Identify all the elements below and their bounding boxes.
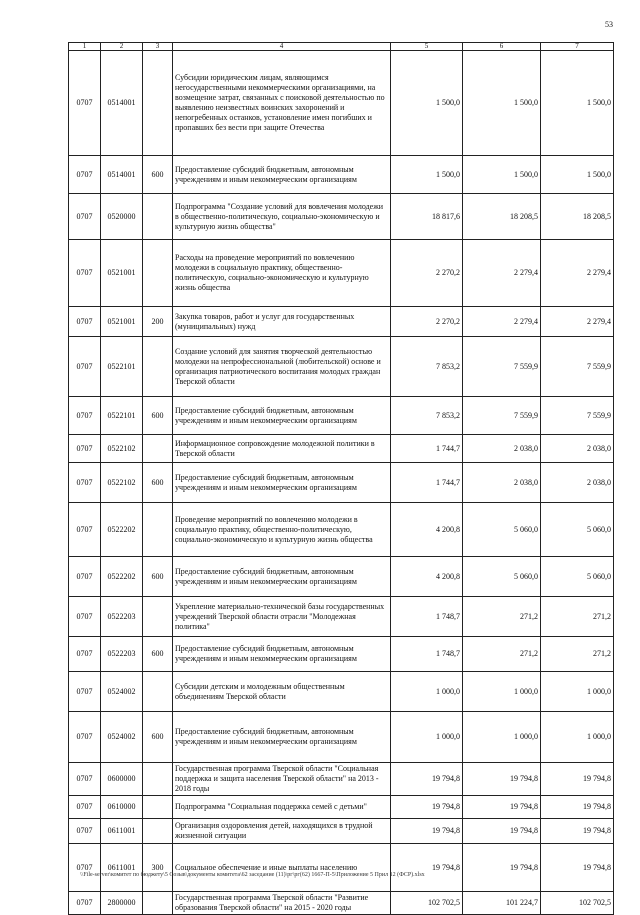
expense-type-cell xyxy=(143,435,173,463)
amount-2017-cell: 19 794,8 xyxy=(541,844,614,892)
amount-2017-cell: 18 208,5 xyxy=(541,194,614,240)
footer-file-path: \\File-server\комитет по бюджету\5 Созыв\документы комитета\62 заседание (11)\рг\рг(62) 1667-П-5\Приложение 5 Прил 12 (ФСР).xlsx xyxy=(80,872,425,878)
amount-2016-cell: 2 279,4 xyxy=(463,240,541,307)
expense-type-cell: 600 xyxy=(143,557,173,597)
amount-2016-cell: 7 559,9 xyxy=(463,397,541,435)
target-code-cell: 0524002 xyxy=(101,712,143,763)
target-code-cell: 0514001 xyxy=(101,156,143,194)
table-row xyxy=(69,307,614,337)
description-cell: Предоставление субсидий бюджетным, автономным учреждениям и иным некоммерческим организациям xyxy=(173,637,391,672)
target-code-cell: 0522203 xyxy=(101,597,143,637)
table-row xyxy=(69,844,614,892)
description-cell: Проведение мероприятий по вовлечению молодежи в социальную практику, общественно-политическую, социально-экономическую и культурную жизнь общества xyxy=(173,503,391,557)
expense-type-cell: 300 xyxy=(143,844,173,892)
amount-2015-cell: 2 270,2 xyxy=(391,307,463,337)
description-cell: Организация оздоровления детей, находящихся в трудной жизненной ситуации xyxy=(173,819,391,844)
amount-2017-cell: 1 500,0 xyxy=(541,51,614,156)
amount-2016-cell: 271,2 xyxy=(463,637,541,672)
description-cell: Предоставление субсидий бюджетным, автономным учреждениям и иным некоммерческим организациям xyxy=(173,397,391,435)
section-cell: 0707 xyxy=(69,337,101,397)
amount-2016-cell: 1 000,0 xyxy=(463,712,541,763)
amount-2017-cell: 19 794,8 xyxy=(541,796,614,819)
page-number: 53 xyxy=(605,20,613,29)
amount-2015-cell: 1 748,7 xyxy=(391,597,463,637)
expense-type-cell xyxy=(143,240,173,307)
target-code-cell: 0522102 xyxy=(101,435,143,463)
amount-2017-cell: 5 060,0 xyxy=(541,503,614,557)
amount-2015-cell: 7 853,2 xyxy=(391,337,463,397)
amount-2016-cell: 19 794,8 xyxy=(463,819,541,844)
section-cell: 0707 xyxy=(69,240,101,307)
amount-2015-cell: 18 817,6 xyxy=(391,194,463,240)
table-row xyxy=(69,672,614,712)
amount-2016-cell: 19 794,8 xyxy=(463,796,541,819)
section-cell: 0707 xyxy=(69,597,101,637)
expense-type-cell xyxy=(143,597,173,637)
amount-2016-cell: 1 500,0 xyxy=(463,156,541,194)
amount-2016-cell: 101 224,7 xyxy=(463,892,541,915)
expense-type-cell xyxy=(143,796,173,819)
target-code-cell: 2800000 xyxy=(101,892,143,915)
amount-2015-cell: 19 794,8 xyxy=(391,819,463,844)
description-cell: Подпрограмма "Социальная поддержка семей с детьми" xyxy=(173,796,391,819)
amount-2016-cell: 2 279,4 xyxy=(463,307,541,337)
budget-table xyxy=(68,42,614,915)
amount-2016-cell: 2 038,0 xyxy=(463,435,541,463)
column-header: 6 xyxy=(463,43,541,51)
amount-2016-cell: 5 060,0 xyxy=(463,503,541,557)
amount-2016-cell: 1 500,0 xyxy=(463,51,541,156)
amount-2015-cell: 7 853,2 xyxy=(391,397,463,435)
section-cell: 0707 xyxy=(69,435,101,463)
table-row xyxy=(69,51,614,156)
amount-2017-cell: 7 559,9 xyxy=(541,337,614,397)
amount-2015-cell: 1 744,7 xyxy=(391,463,463,503)
section-cell: 0707 xyxy=(69,194,101,240)
target-code-cell: 0522102 xyxy=(101,463,143,503)
amount-2016-cell: 19 794,8 xyxy=(463,844,541,892)
expense-type-cell xyxy=(143,337,173,397)
section-cell: 0707 xyxy=(69,397,101,435)
expense-type-cell: 600 xyxy=(143,397,173,435)
column-header: 5 xyxy=(391,43,463,51)
expense-type-cell: 600 xyxy=(143,712,173,763)
amount-2017-cell: 1 000,0 xyxy=(541,712,614,763)
description-cell: Укрепление материально-технической базы государственных учреждений Тверской области отрасли "Молодежная политика" xyxy=(173,597,391,637)
amount-2015-cell: 2 270,2 xyxy=(391,240,463,307)
description-cell: Субсидии юридическим лицам, являющимся негосударственными некоммерческими организациями, на возмещение затрат, связанных с поисковой деятельностью по выявлению неизвестных воинских захоронений и непогребенных останков, установление имен погибших и пропавших без вести при защите Отечества xyxy=(173,51,391,156)
expense-type-cell: 600 xyxy=(143,463,173,503)
section-cell: 0707 xyxy=(69,51,101,156)
amount-2015-cell: 1 744,7 xyxy=(391,435,463,463)
amount-2015-cell: 102 702,5 xyxy=(391,892,463,915)
table-row xyxy=(69,240,614,307)
target-code-cell: 0522101 xyxy=(101,337,143,397)
amount-2015-cell: 1 000,0 xyxy=(391,672,463,712)
table-row xyxy=(69,503,614,557)
target-code-cell: 0610000 xyxy=(101,796,143,819)
amount-2017-cell: 2 279,4 xyxy=(541,240,614,307)
section-cell: 0707 xyxy=(69,463,101,503)
amount-2017-cell: 271,2 xyxy=(541,637,614,672)
description-cell: Предоставление субсидий бюджетным, автономным учреждениям и иным некоммерческим организациям xyxy=(173,557,391,597)
amount-2015-cell: 1 748,7 xyxy=(391,637,463,672)
description-cell: Предоставление субсидий бюджетным, автономным учреждениям и иным некоммерческим организациям xyxy=(173,712,391,763)
table-row xyxy=(69,819,614,844)
section-cell: 0707 xyxy=(69,672,101,712)
expense-type-cell xyxy=(143,672,173,712)
amount-2016-cell: 19 794,8 xyxy=(463,763,541,796)
amount-2017-cell: 19 794,8 xyxy=(541,819,614,844)
amount-2017-cell: 1 500,0 xyxy=(541,156,614,194)
table-row xyxy=(69,597,614,637)
target-code-cell: 0522101 xyxy=(101,397,143,435)
amount-2017-cell: 1 000,0 xyxy=(541,672,614,712)
amount-2016-cell: 2 038,0 xyxy=(463,463,541,503)
column-header: 3 xyxy=(143,43,173,51)
table-row xyxy=(69,156,614,194)
target-code-cell: 0611001 xyxy=(101,844,143,892)
amount-2017-cell: 2 279,4 xyxy=(541,307,614,337)
section-cell: 0707 xyxy=(69,892,101,915)
amount-2015-cell: 19 794,8 xyxy=(391,763,463,796)
section-cell: 0707 xyxy=(69,503,101,557)
expense-type-cell: 200 xyxy=(143,307,173,337)
target-code-cell: 0522202 xyxy=(101,503,143,557)
expense-type-cell xyxy=(143,819,173,844)
amount-2016-cell: 1 000,0 xyxy=(463,672,541,712)
section-cell: 0707 xyxy=(69,156,101,194)
section-cell: 0707 xyxy=(69,637,101,672)
amount-2017-cell: 5 060,0 xyxy=(541,557,614,597)
target-code-cell: 0522202 xyxy=(101,557,143,597)
section-cell: 0707 xyxy=(69,763,101,796)
amount-2017-cell: 102 702,5 xyxy=(541,892,614,915)
amount-2017-cell: 271,2 xyxy=(541,597,614,637)
table-row xyxy=(69,463,614,503)
amount-2016-cell: 5 060,0 xyxy=(463,557,541,597)
expense-type-cell xyxy=(143,51,173,156)
description-cell: Социальное обеспечение и иные выплаты населению xyxy=(173,844,391,892)
target-code-cell: 0600000 xyxy=(101,763,143,796)
section-cell: 0707 xyxy=(69,307,101,337)
table-row xyxy=(69,763,614,796)
amount-2015-cell: 19 794,8 xyxy=(391,796,463,819)
target-code-cell: 0522203 xyxy=(101,637,143,672)
header-row xyxy=(69,43,614,51)
table-row xyxy=(69,397,614,435)
table-row xyxy=(69,796,614,819)
amount-2017-cell: 7 559,9 xyxy=(541,397,614,435)
table-row xyxy=(69,892,614,915)
table-row xyxy=(69,557,614,597)
description-cell: Предоставление субсидий бюджетным, автономным учреждениям и иным некоммерческим организациям xyxy=(173,156,391,194)
expense-type-cell xyxy=(143,892,173,915)
amount-2015-cell: 4 200,8 xyxy=(391,503,463,557)
amount-2015-cell: 1 500,0 xyxy=(391,51,463,156)
target-code-cell: 0524002 xyxy=(101,672,143,712)
expense-type-cell: 600 xyxy=(143,637,173,672)
target-code-cell: 0520000 xyxy=(101,194,143,240)
target-code-cell: 0514001 xyxy=(101,51,143,156)
section-cell: 0707 xyxy=(69,796,101,819)
expense-type-cell: 600 xyxy=(143,156,173,194)
description-cell: Расходы на проведение мероприятий по вовлечению молодежи в социальную практику, общественно-политическую, социально-экономическую и культурную жизнь общества xyxy=(173,240,391,307)
amount-2017-cell: 19 794,8 xyxy=(541,763,614,796)
section-cell: 0707 xyxy=(69,712,101,763)
table-row xyxy=(69,712,614,763)
column-header: 2 xyxy=(101,43,143,51)
column-header: 4 xyxy=(173,43,391,51)
column-header: 7 xyxy=(541,43,614,51)
table-row xyxy=(69,194,614,240)
description-cell: Государственная программа Тверской области "Развитие образования Тверской области" на 2015 - 2020 годы xyxy=(173,892,391,915)
target-code-cell: 0521001 xyxy=(101,307,143,337)
amount-2015-cell: 4 200,8 xyxy=(391,557,463,597)
description-cell: Создание условий для занятия творческой деятельностью молодежи на непрофессиональной (любительской) основе и организация патриотического воспитания молодых граждан Тверской области xyxy=(173,337,391,397)
description-cell: Государственная программа Тверской области "Социальная поддержка и защита населения Тверской области" на 2013 - 2018 годы xyxy=(173,763,391,796)
table-body xyxy=(69,51,614,915)
table-row xyxy=(69,637,614,672)
section-cell: 0707 xyxy=(69,557,101,597)
description-cell: Подпрограмма "Создание условий для вовлечения молодежи в общественно-политическую, социально-экономическую и культурную жизнь общества" xyxy=(173,194,391,240)
target-code-cell: 0611001 xyxy=(101,819,143,844)
description-cell: Субсидии детским и молодежным общественным объединениям Тверской области xyxy=(173,672,391,712)
table-row xyxy=(69,337,614,397)
expense-type-cell xyxy=(143,503,173,557)
section-cell: 0707 xyxy=(69,819,101,844)
amount-2016-cell: 7 559,9 xyxy=(463,337,541,397)
amount-2015-cell: 1 000,0 xyxy=(391,712,463,763)
amount-2017-cell: 2 038,0 xyxy=(541,463,614,503)
description-cell: Предоставление субсидий бюджетным, автономным учреждениям и иным некоммерческим организациям xyxy=(173,463,391,503)
amount-2017-cell: 2 038,0 xyxy=(541,435,614,463)
description-cell: Закупка товаров, работ и услуг для государственных (муниципальных) нужд xyxy=(173,307,391,337)
amount-2015-cell: 1 500,0 xyxy=(391,156,463,194)
section-cell: 0707 xyxy=(69,844,101,892)
column-header: 1 xyxy=(69,43,101,51)
target-code-cell: 0521001 xyxy=(101,240,143,307)
expense-type-cell xyxy=(143,763,173,796)
amount-2016-cell: 271,2 xyxy=(463,597,541,637)
amount-2015-cell: 19 794,8 xyxy=(391,844,463,892)
expense-type-cell xyxy=(143,194,173,240)
description-cell: Информационное сопровождение молодежной политики в Тверской области xyxy=(173,435,391,463)
table-row xyxy=(69,435,614,463)
amount-2016-cell: 18 208,5 xyxy=(463,194,541,240)
